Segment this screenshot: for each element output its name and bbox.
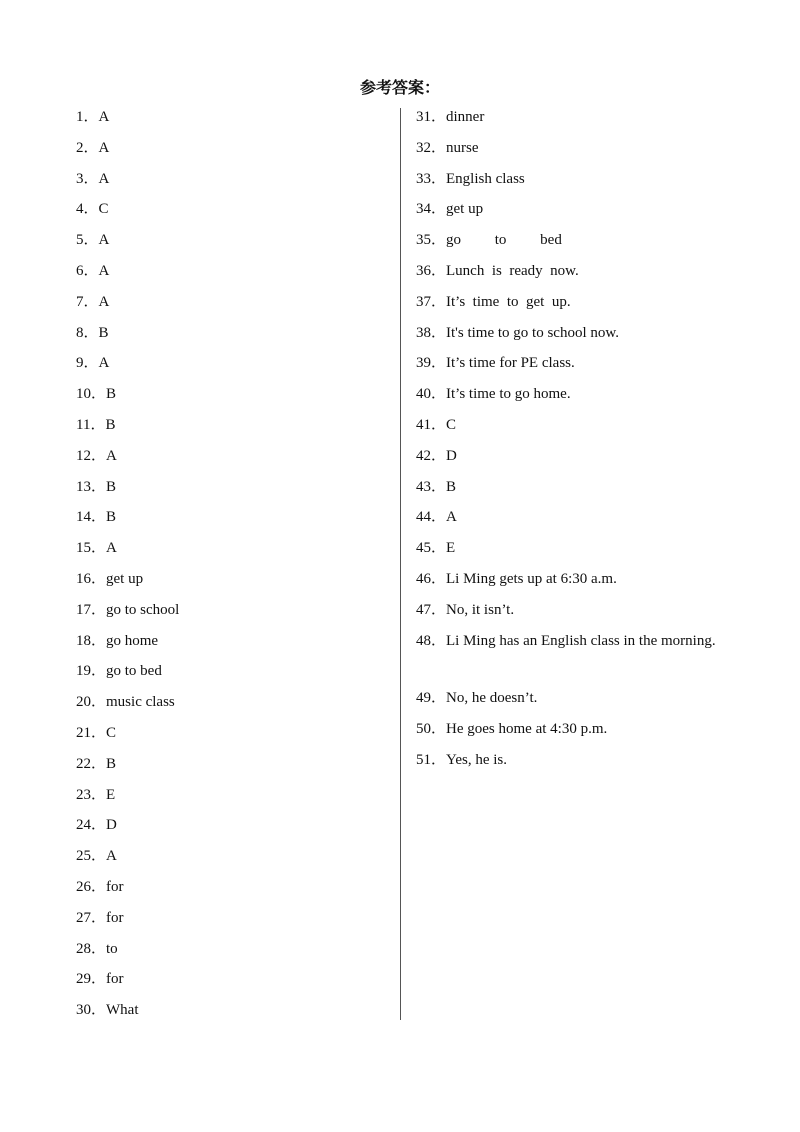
answer-text: E	[446, 540, 456, 557]
answer-item	[76, 907, 376, 938]
answer-number: 46．	[416, 570, 447, 587]
answer-item	[76, 445, 376, 476]
answer-item	[76, 383, 376, 414]
answer-number: 18．	[76, 632, 107, 649]
answer-text: Li Ming has an English class in the morning.	[446, 632, 716, 649]
answer-text: C	[106, 724, 117, 741]
answer-number: 2．	[76, 139, 99, 156]
answer-item	[76, 938, 376, 969]
answer-number: 17．	[76, 601, 107, 618]
answer-number: 44．	[416, 509, 447, 526]
answer-text: Lunch is ready now.	[446, 262, 579, 279]
answer-item	[76, 414, 376, 445]
answer-number: 26．	[76, 878, 107, 895]
answer-number: 27．	[76, 909, 107, 926]
answer-text: A	[98, 139, 110, 156]
answer-item	[416, 260, 716, 291]
answer-item	[76, 291, 376, 322]
answer-item	[76, 660, 376, 691]
answer-text: for	[106, 909, 124, 926]
answer-item	[416, 137, 716, 168]
answer-number: 31．	[416, 109, 447, 125]
answer-number: 6．	[76, 262, 99, 279]
answer-text: A	[98, 232, 110, 249]
answer-item	[76, 198, 376, 229]
answer-item	[416, 229, 716, 260]
answer-number: 3．	[76, 170, 99, 187]
answer-text: go to bed	[106, 663, 162, 680]
answer-number: 51．	[416, 751, 447, 768]
answer-text: B	[446, 478, 457, 495]
answer-item	[416, 537, 716, 568]
answer-item	[76, 137, 376, 168]
answer-text: A	[98, 293, 110, 310]
answer-number: 22．	[76, 755, 107, 772]
answer-item	[416, 168, 716, 199]
answer-item	[76, 599, 376, 630]
answer-number: 25．	[76, 848, 107, 865]
page-title: 参考答案：	[359, 78, 440, 97]
answer-item	[76, 845, 376, 876]
answer-item	[76, 568, 376, 599]
answer-item	[416, 476, 716, 507]
answer-text: No, it isn’t.	[446, 601, 515, 618]
answer-item	[76, 506, 376, 537]
answer-item	[76, 814, 376, 845]
answer-text: It’s time to go home.	[446, 386, 571, 403]
answer-item	[416, 749, 716, 780]
answer-text: He goes home at 4:30 p.m.	[446, 720, 608, 737]
answer-text: for	[106, 878, 124, 895]
answer-number: 45．	[416, 540, 447, 557]
answer-text: Li Ming gets up at 6:30 a.m.	[446, 570, 617, 587]
answer-number: 43．	[416, 478, 447, 495]
answer-text: D	[446, 447, 457, 464]
answer-item	[416, 291, 716, 322]
answer-text: C	[98, 201, 109, 218]
answer-number: 15．	[76, 540, 107, 557]
answer-item	[416, 414, 716, 445]
answer-number: 23．	[76, 786, 107, 803]
answer-item	[76, 537, 376, 568]
answer-number: 47．	[416, 601, 447, 618]
column-divider	[400, 108, 401, 1020]
answer-text: to	[106, 940, 118, 957]
answer-item	[76, 753, 376, 784]
answer-number: 28．	[76, 940, 107, 957]
answer-item	[416, 626, 716, 688]
answer-text: No, he doesn’t.	[446, 690, 538, 707]
answer-number: 21．	[76, 724, 107, 741]
answer-item	[416, 687, 716, 718]
answer-text: B	[106, 478, 117, 495]
answer-text: A	[98, 262, 110, 279]
answer-item	[76, 476, 376, 507]
answer-item	[76, 229, 376, 260]
answer-item	[416, 383, 716, 414]
answer-number: 30．	[76, 1002, 107, 1019]
answer-number: 48．	[416, 632, 447, 649]
answer-number: 9．	[76, 355, 99, 372]
answer-text: music class	[106, 694, 175, 711]
answer-number: 39．	[416, 355, 447, 372]
answer-text: It's time to go to school now.	[446, 324, 619, 341]
answer-number: 33．	[416, 170, 447, 187]
answer-item	[76, 999, 376, 1030]
answer-item	[416, 445, 716, 476]
answer-column-left	[76, 106, 376, 1030]
answer-number: 10．	[76, 386, 107, 403]
answer-text: Yes, he is.	[446, 751, 508, 768]
answer-text: A	[446, 509, 457, 526]
answer-text: C	[446, 416, 457, 433]
answer-number: 40．	[416, 386, 447, 403]
answer-number: 8．	[76, 324, 99, 341]
answer-text: What	[106, 1002, 139, 1019]
answer-text: nurse	[446, 139, 479, 156]
answer-text: A	[98, 109, 110, 125]
answer-number: 4．	[76, 201, 99, 218]
answer-item	[76, 784, 376, 815]
answer-text: A	[106, 540, 117, 557]
answer-text: go to school	[106, 601, 180, 618]
answer-text: A	[106, 848, 117, 865]
answer-item	[76, 168, 376, 199]
answer-number: 20．	[76, 694, 107, 711]
answer-item	[76, 691, 376, 722]
answer-item	[76, 722, 376, 753]
answer-number: 16．	[76, 570, 107, 587]
answer-text: English class	[446, 170, 525, 187]
answer-text: for	[106, 971, 124, 988]
answer-item	[416, 568, 716, 599]
answer-item	[416, 198, 716, 229]
answer-number: 29．	[76, 971, 107, 988]
answer-item	[416, 506, 716, 537]
answer-text: It’s time for PE class.	[446, 355, 575, 372]
answer-number: 7．	[76, 293, 99, 310]
answer-number: 38．	[416, 324, 447, 341]
answer-item	[76, 630, 376, 661]
answer-number: 50．	[416, 720, 447, 737]
answer-item	[76, 106, 376, 137]
answer-item	[76, 322, 376, 353]
answer-item	[416, 322, 716, 353]
answer-text: E	[106, 786, 116, 803]
answer-text: B	[106, 386, 117, 403]
answer-number: 19．	[76, 663, 107, 680]
answer-text: go to bed	[446, 232, 562, 249]
answer-number: 36．	[416, 262, 447, 279]
answer-number: 13．	[76, 478, 107, 495]
answer-number: 37．	[416, 293, 447, 310]
answer-item	[76, 968, 376, 999]
answer-number: 24．	[76, 817, 107, 834]
answer-item	[416, 106, 716, 137]
answer-item	[416, 352, 716, 383]
answer-item	[76, 352, 376, 383]
answer-number: 41．	[416, 416, 447, 433]
answer-text: get up	[446, 201, 484, 218]
answer-text: A	[98, 355, 110, 372]
answer-number: 32．	[416, 139, 447, 156]
answer-column-right	[416, 106, 716, 780]
answer-number: 42．	[416, 447, 447, 464]
answer-text: get up	[106, 570, 144, 587]
answer-text: B	[105, 416, 116, 433]
answer-number: 12．	[76, 447, 107, 464]
answer-text: D	[106, 817, 117, 834]
answer-text: A	[98, 170, 110, 187]
answer-number: 35．	[416, 232, 447, 249]
answer-number: 34．	[416, 201, 447, 218]
answer-text: B	[98, 324, 109, 341]
answer-text: go home	[106, 632, 159, 649]
answer-text: B	[106, 755, 117, 772]
answer-number: 14．	[76, 509, 107, 526]
answer-text: B	[106, 509, 117, 526]
answer-text: dinner	[446, 109, 485, 125]
answer-item	[416, 718, 716, 749]
answer-text: It’s time to get up.	[446, 293, 571, 310]
answer-item	[76, 260, 376, 291]
answer-number: 5．	[76, 232, 99, 249]
answer-number: 49．	[416, 690, 447, 707]
answer-number: 1．	[76, 109, 99, 125]
answer-text: A	[106, 447, 117, 464]
answer-item	[76, 876, 376, 907]
answer-number: 11．	[76, 416, 106, 433]
